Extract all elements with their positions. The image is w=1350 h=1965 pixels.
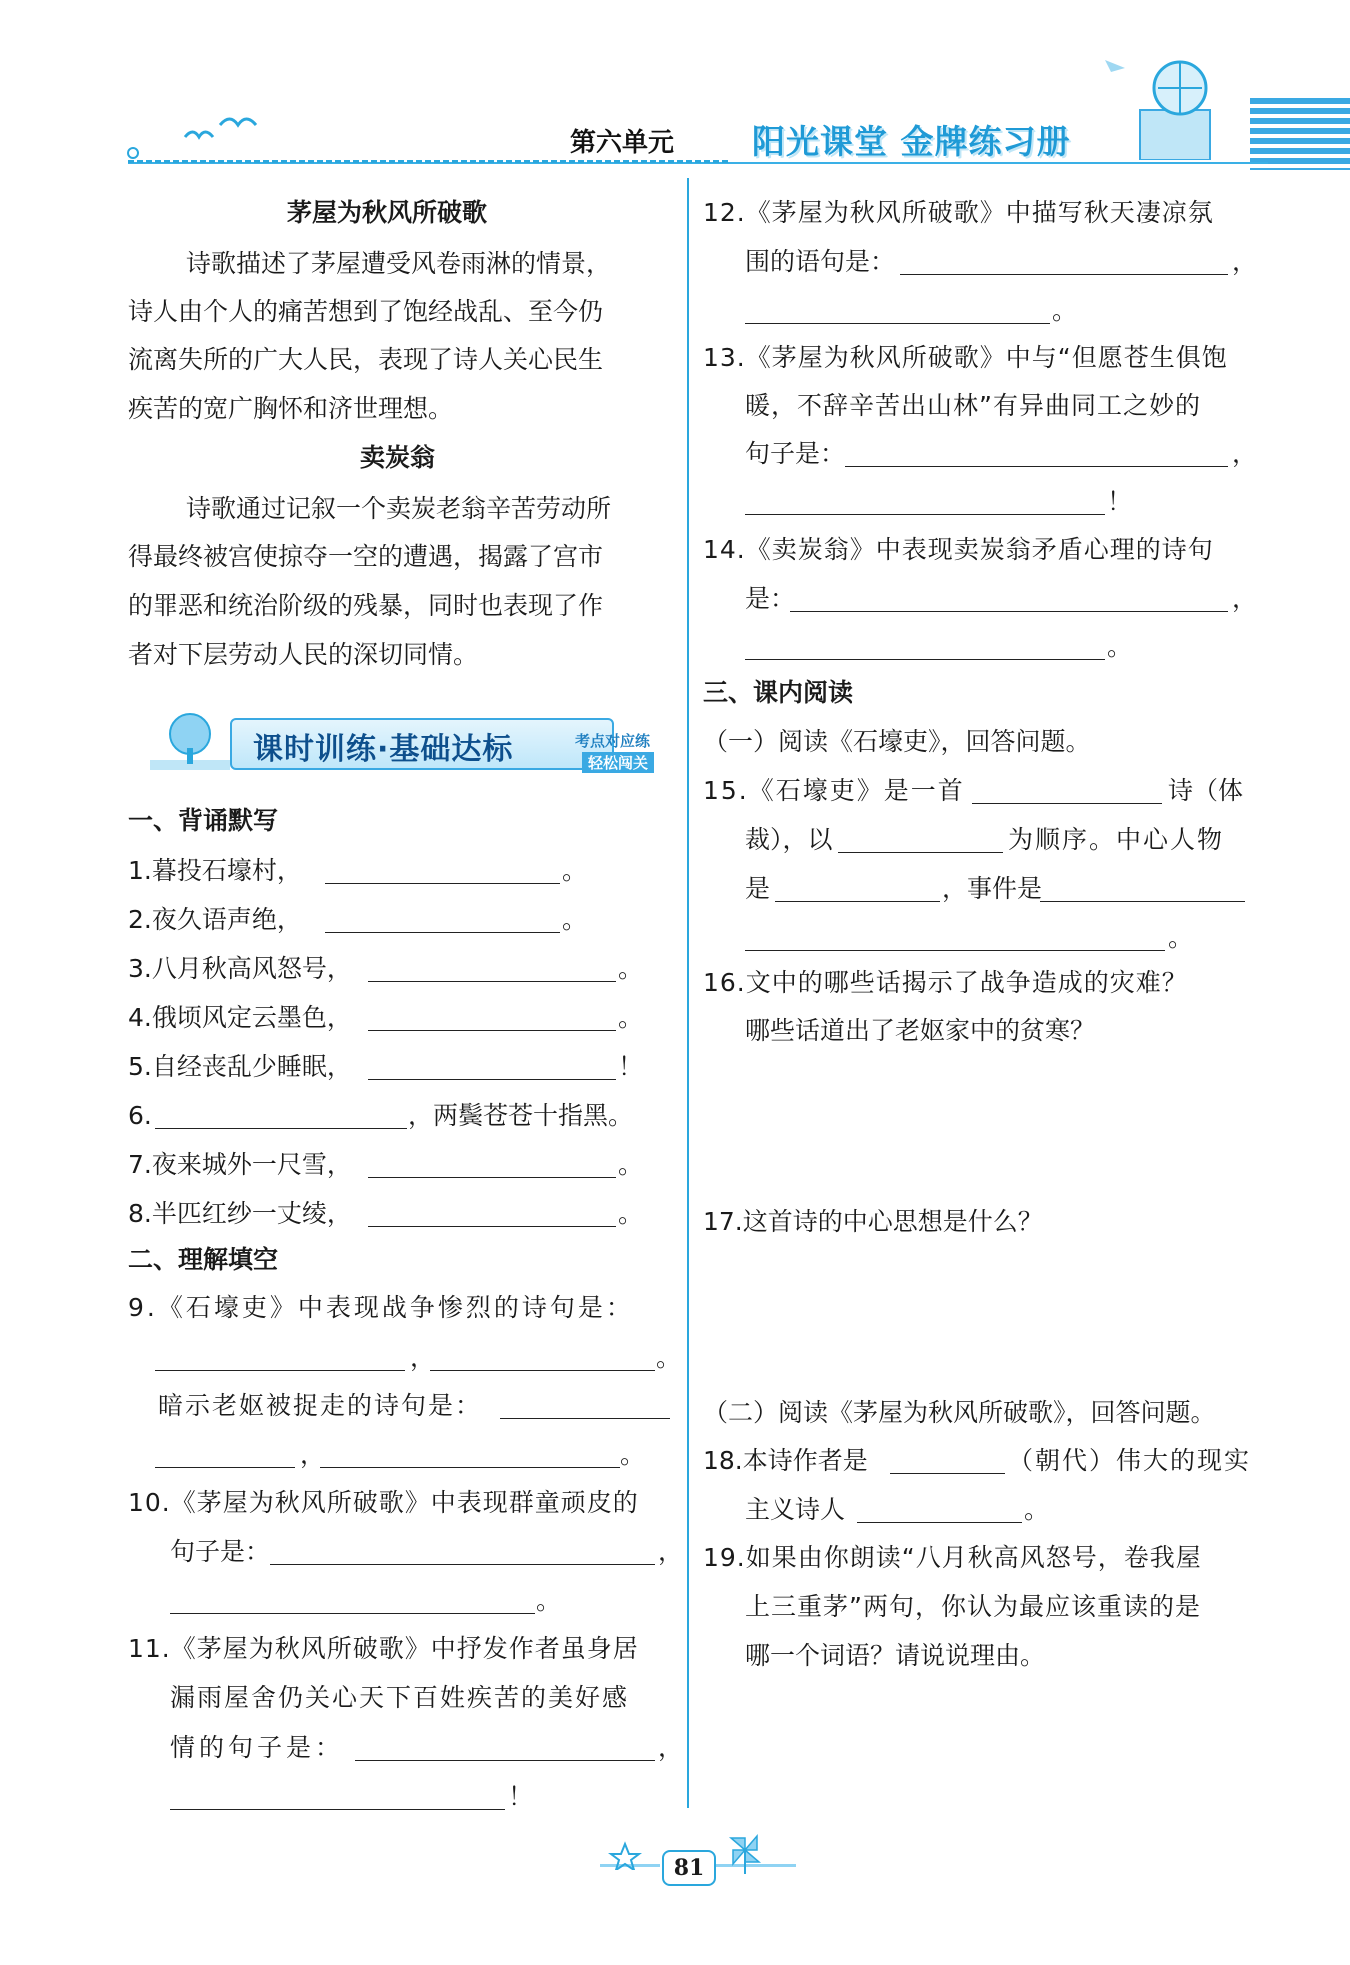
part-heading: 二、理解填空 bbox=[128, 1245, 279, 1274]
punct: 。 bbox=[618, 1199, 644, 1228]
answer-blank[interactable] bbox=[745, 950, 1165, 951]
section-banner bbox=[150, 712, 662, 774]
punct: 。 bbox=[618, 954, 644, 983]
brand-title: 阳光课堂 金牌练习册 bbox=[752, 122, 1071, 161]
banner-title: 课时训练·基础达标 bbox=[253, 732, 514, 767]
answer-blank[interactable] bbox=[972, 803, 1162, 804]
question-10b: 句子是： bbox=[170, 1537, 271, 1566]
question-14b: 是： bbox=[745, 584, 796, 613]
question-2: 2.夜久语声绝， bbox=[128, 905, 302, 934]
punct: ！ bbox=[508, 1782, 534, 1811]
reading-instruction: （二）阅读《茅屋为秋风所破歌》，回答问题。 bbox=[703, 1398, 1216, 1427]
part-heading: 三、课内阅读 bbox=[703, 678, 854, 707]
punct: ！ bbox=[1107, 487, 1133, 516]
question-19: 19.如果由你朗读“八月秋高风怒号，卷我屋 bbox=[703, 1543, 1202, 1572]
answer-blank[interactable] bbox=[355, 1760, 655, 1761]
answer-blank[interactable] bbox=[857, 1522, 1022, 1523]
answer-blank[interactable] bbox=[838, 852, 1003, 853]
answer-blank[interactable] bbox=[170, 1613, 535, 1614]
question-17: 17.这首诗的中心思想是什么？ bbox=[703, 1207, 1043, 1236]
answer-blank[interactable] bbox=[430, 1370, 655, 1371]
banner-tag: 轻松闯关 bbox=[582, 752, 654, 773]
answer-blank[interactable] bbox=[368, 1079, 616, 1080]
punct: 。 bbox=[1024, 1495, 1050, 1524]
answer-blank[interactable] bbox=[320, 1467, 620, 1468]
punct: ， bbox=[1232, 439, 1258, 468]
question-15-text: 诗（体 bbox=[1168, 776, 1244, 805]
answer-blank[interactable] bbox=[745, 659, 1105, 660]
question-9b: 暗示老妪被捉走的诗句是： bbox=[158, 1391, 483, 1420]
punct: ， bbox=[300, 1440, 326, 1469]
birds-icon bbox=[125, 115, 265, 165]
section-title-maowu: 茅屋为秋风所破歌 bbox=[287, 198, 488, 227]
header-stripes bbox=[1250, 98, 1350, 170]
section-title-maitanweng: 卖炭翁 bbox=[360, 443, 436, 472]
question-5: 5.自经丧乱少睡眠， bbox=[128, 1052, 352, 1081]
paragraph-line: 诗歌描述了茅屋遭受风卷雨淋的情景， bbox=[186, 249, 612, 278]
question-13: 13.《茅屋为秋风所破歌》中与“但愿苍生俱饱 bbox=[703, 343, 1228, 372]
answer-blank[interactable] bbox=[900, 274, 1228, 275]
answer-blank[interactable] bbox=[325, 932, 560, 933]
column-divider bbox=[687, 178, 689, 1808]
paragraph-line: 流离失所的广大人民，表现了诗人关心民生 bbox=[128, 345, 604, 374]
unit-title: 第六单元 bbox=[570, 128, 675, 158]
punct: ， bbox=[410, 1343, 436, 1372]
question-10: 10.《茅屋为秋风所破歌》中表现群童顽皮的 bbox=[128, 1488, 639, 1517]
punct: 。 bbox=[656, 1343, 682, 1372]
question-15b: 裁），以 bbox=[745, 825, 833, 854]
answer-blank[interactable] bbox=[1040, 901, 1245, 902]
punct: ， bbox=[658, 1733, 684, 1762]
banner-subtitle: 考点对应练 bbox=[575, 732, 651, 750]
punct: 。 bbox=[1052, 296, 1078, 325]
question-19b: 上三重茅”两句，你认为最应该重读的是 bbox=[745, 1592, 1201, 1621]
part-heading: 一、背诵默写 bbox=[128, 806, 279, 835]
question-16: 16.文中的哪些话揭示了战争造成的灾难？ bbox=[703, 968, 1188, 997]
question-15b-text: 为顺序。中心人物 bbox=[1008, 825, 1225, 854]
punct: ， bbox=[1232, 247, 1258, 276]
answer-blank[interactable] bbox=[845, 466, 1228, 467]
question-16b: 哪些话道出了老妪家中的贫寒？ bbox=[745, 1016, 1096, 1045]
answer-blank[interactable] bbox=[270, 1564, 655, 1565]
punct: 。 bbox=[620, 1440, 646, 1469]
answer-blank[interactable] bbox=[775, 901, 940, 902]
page-number: 81 bbox=[662, 1850, 716, 1886]
question-13b: 暖，不辞辛苦出山林”有异曲同工之妙的 bbox=[745, 391, 1201, 420]
punct: 。 bbox=[562, 905, 588, 934]
question-4: 4.俄顷风定云墨色， bbox=[128, 1003, 352, 1032]
answer-blank[interactable] bbox=[745, 323, 1050, 324]
globe-icon bbox=[1100, 50, 1230, 160]
question-8: 8.半匹红纱一丈绫， bbox=[128, 1199, 352, 1228]
answer-blank[interactable] bbox=[890, 1473, 1005, 1474]
question-13c: 句子是： bbox=[745, 439, 846, 468]
question-18: 18.本诗作者是 bbox=[703, 1446, 868, 1475]
answer-blank[interactable] bbox=[155, 1128, 407, 1129]
question-12b: 围的语句是： bbox=[745, 247, 896, 276]
punct: 。 bbox=[618, 1003, 644, 1032]
paragraph-line: 诗歌通过记叙一个卖炭老翁辛苦劳动所 bbox=[186, 494, 612, 523]
question-7: 7.夜来城外一尺雪， bbox=[128, 1150, 352, 1179]
answer-blank[interactable] bbox=[745, 514, 1105, 515]
paragraph-line: 诗人由个人的痛苦想到了饱经战乱、至今仍 bbox=[128, 297, 604, 326]
punct: ， bbox=[658, 1537, 684, 1566]
question-3: 3.八月秋高风怒号， bbox=[128, 954, 352, 983]
question-6-text: ，两鬓苍苍十指黑。 bbox=[408, 1101, 634, 1130]
pinwheel-icon bbox=[725, 1830, 765, 1874]
paragraph-line: 的罪恶和统治阶级的残暴，同时也表现了作 bbox=[128, 591, 604, 620]
question-12: 12.《茅屋为秋风所破歌》中描写秋天凄凉氛 bbox=[703, 198, 1214, 227]
question-11b: 漏雨屋舍仍关心天下百姓疾苦的美好感 bbox=[170, 1683, 630, 1712]
answer-blank[interactable] bbox=[325, 883, 560, 884]
answer-blank[interactable] bbox=[368, 1226, 616, 1227]
answer-blank[interactable] bbox=[368, 981, 616, 982]
paragraph-line: 得最终被宫使掠夺一空的遭遇，揭露了宫市 bbox=[128, 542, 604, 571]
question-11c: 情的句子是： bbox=[170, 1733, 345, 1762]
punct: 。 bbox=[536, 1586, 562, 1615]
question-14: 14.《卖炭翁》中表现卖炭翁矛盾心理的诗句 bbox=[703, 535, 1214, 564]
question-6: 6. bbox=[128, 1101, 152, 1130]
answer-blank[interactable] bbox=[368, 1177, 616, 1178]
answer-blank[interactable] bbox=[500, 1418, 670, 1419]
punct: ！ bbox=[618, 1052, 644, 1081]
paragraph-line: 者对下层劳动人民的深切同情。 bbox=[128, 640, 479, 669]
question-18-text: （朝代）伟大的现实 bbox=[1008, 1446, 1252, 1475]
question-19c: 哪一个词语？请说说理由。 bbox=[745, 1641, 1046, 1670]
punct: 。 bbox=[1168, 923, 1194, 952]
paragraph-line: 疾苦的宽广胸怀和济世理想。 bbox=[128, 394, 454, 423]
question-9: 9.《石壕吏》中表现战争惨烈的诗句是： bbox=[128, 1293, 634, 1322]
question-15c-text: ，事件是 bbox=[942, 874, 1043, 903]
question-18b: 主义诗人 bbox=[745, 1495, 846, 1524]
punct: 。 bbox=[618, 1150, 644, 1179]
question-11: 11.《茅屋为秋风所破歌》中抒发作者虽身居 bbox=[128, 1634, 639, 1663]
punct: 。 bbox=[562, 856, 588, 885]
tree-icon bbox=[150, 712, 230, 772]
answer-blank[interactable] bbox=[368, 1030, 616, 1031]
answer-blank[interactable] bbox=[155, 1370, 405, 1371]
answer-blank[interactable] bbox=[155, 1467, 295, 1468]
answer-blank[interactable] bbox=[790, 611, 1228, 612]
question-15: 15.《石壕吏》是一首 bbox=[703, 776, 965, 805]
question-15c: 是 bbox=[745, 874, 771, 903]
punct: ， bbox=[1232, 584, 1258, 613]
punct: 。 bbox=[1107, 632, 1133, 661]
answer-blank[interactable] bbox=[170, 1809, 505, 1810]
reading-instruction: （一）阅读《石壕吏》，回答问题。 bbox=[703, 727, 1091, 756]
star-icon bbox=[605, 1840, 645, 1870]
question-1: 1.暮投石壕村， bbox=[128, 856, 302, 885]
